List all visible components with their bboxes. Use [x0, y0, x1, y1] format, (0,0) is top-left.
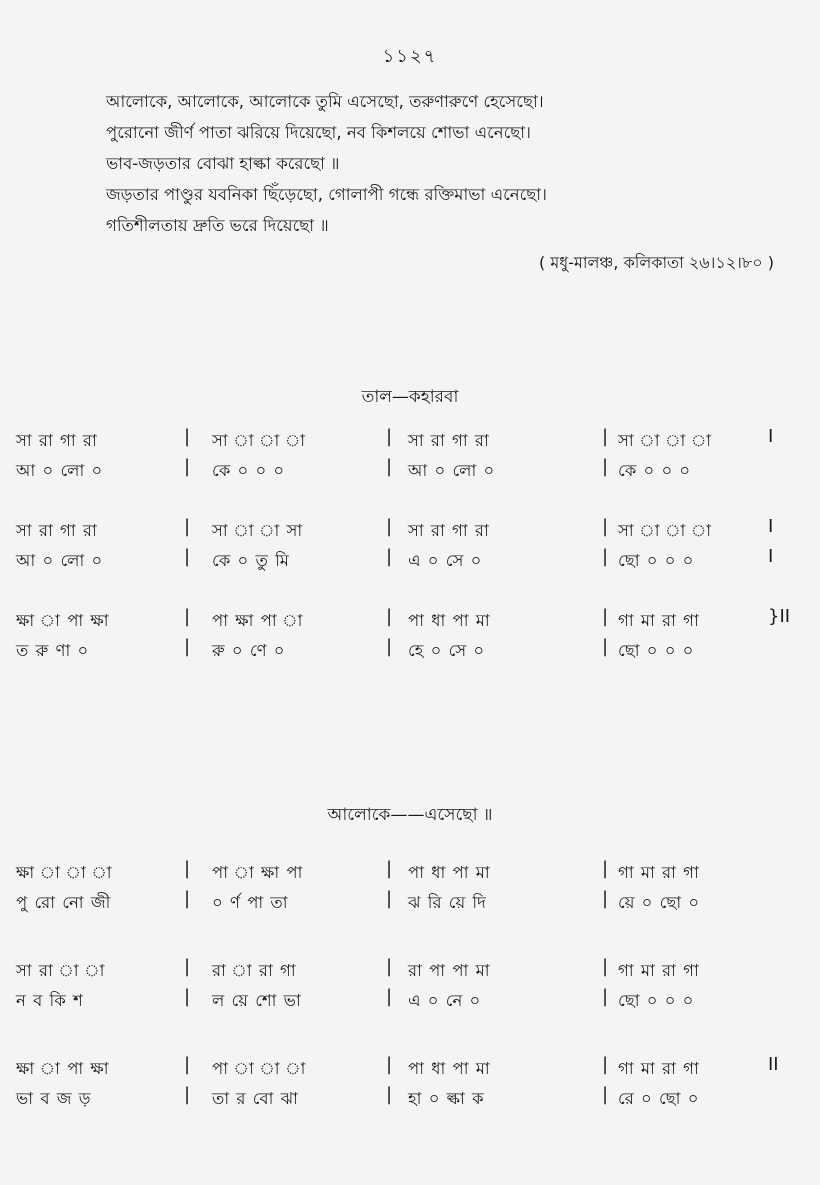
bar-line: |	[602, 456, 609, 477]
notation-cell: গা মা রা গা	[618, 961, 700, 980]
notation-cell: ছো ০ ০ ০	[618, 991, 695, 1010]
bar-line: |	[602, 986, 609, 1007]
notation-cell: আ ০ লো ০	[16, 551, 104, 570]
notation-cell: সা রা া া	[16, 961, 106, 980]
notation-cell: ০ র্ণ পা তা	[212, 893, 289, 912]
poem-line: জড়তার পাণ্ডুর যবনিকা ছিঁড়েছো, গোলাপী গন্ধে রক্তিমাভা এনেছো।	[106, 185, 547, 204]
notation-cell: এ ০ নে ০	[408, 991, 482, 1010]
bar-line: |	[184, 546, 191, 567]
bar-line: |	[386, 456, 393, 477]
notation-cell: পা ধা পা মা	[408, 1059, 491, 1078]
notation-cell: ঝ রি য়ে দি	[408, 893, 487, 912]
bar-line: |	[602, 888, 609, 909]
bar-line: |	[184, 516, 191, 537]
poem-line: আলোকে, আলোকে, আলোকে তুমি এসেছো, তরুণারুণে হেসেছো।	[106, 92, 544, 111]
end-marker: I	[768, 546, 774, 567]
bar-line: |	[184, 456, 191, 477]
notation-cell: ক্ষা া া া	[16, 863, 113, 882]
notation-cell: পু রো নো জী	[16, 893, 112, 912]
notation-cell: রা া রা গা	[212, 961, 297, 980]
bar-line: |	[602, 636, 609, 657]
bar-line: |	[602, 606, 609, 627]
notation-lyric-row	[16, 984, 806, 1014]
notation-cell: রু ০ ণে ০	[212, 641, 286, 660]
poem-line: ভাব-জড়তার বোঝা হাল্কা করেছো ॥	[106, 154, 340, 173]
bar-line: |	[386, 606, 393, 627]
notation-swara-row	[16, 514, 806, 544]
bar-line: |	[386, 1054, 393, 1075]
notation-cell: কে ০ ০ ০	[618, 461, 692, 480]
bar-line: |	[184, 636, 191, 657]
notation-cell: আ ০ লো ০	[16, 461, 104, 480]
bar-line: |	[184, 1084, 191, 1105]
bar-line: |	[386, 1084, 393, 1105]
end-marker: I	[768, 516, 774, 537]
notation-cell: সা রা গা রা	[16, 431, 98, 450]
notation-cell: সা া া া	[618, 521, 713, 540]
notation-cell: পা া া া	[212, 1059, 307, 1078]
bar-line: |	[386, 888, 393, 909]
notation-cell: কে ০ ০ ০	[212, 461, 286, 480]
source-citation: ( মধু-মালঞ্চ, কলিকাতা ২৬।১২।৮০ )	[539, 253, 774, 272]
page-number: ১১২৭	[382, 46, 438, 67]
tala-heading: তাল—কহারবা	[361, 387, 459, 407]
bar-line: |	[602, 546, 609, 567]
notation-swara-row	[16, 604, 806, 634]
notation-cell: সা া া া	[212, 431, 307, 450]
bar-line: |	[386, 516, 393, 537]
notation-cell: গা মা রা গা	[618, 1059, 700, 1078]
bar-line: |	[184, 426, 191, 447]
notation-swara-row	[16, 1052, 806, 1082]
notation-cell: আ ০ লো ০	[408, 461, 496, 480]
notation-swara-row	[16, 424, 806, 454]
end-marker: }II	[768, 606, 791, 627]
notation-cell: এ ০ সে ০	[408, 551, 483, 570]
notation-cell: সা রা গা রা	[16, 521, 98, 540]
notation-cell: সা া া া	[618, 431, 713, 450]
notation-cell: হা ০ ল্কা ক	[408, 1089, 485, 1108]
notation-section-2	[16, 856, 806, 1112]
bar-line: |	[386, 426, 393, 447]
bar-line: |	[602, 1054, 609, 1075]
bar-line: |	[184, 986, 191, 1007]
bar-line: |	[184, 606, 191, 627]
notation-cell: ছো ০ ০ ০	[618, 551, 695, 570]
bar-line: |	[184, 858, 191, 879]
bar-line: |	[184, 888, 191, 909]
bar-line: |	[386, 956, 393, 977]
bar-line: |	[184, 1054, 191, 1075]
notation-cell: সা রা গা রা	[408, 521, 490, 540]
bar-line: |	[386, 858, 393, 879]
notation-cell: য়ে ০ ছো ০	[618, 893, 701, 912]
poem-line: গতিশীলতায় দ্রুতি ভরে দিয়েছো ॥	[106, 216, 329, 235]
notation-cell: ক্ষা া পা ক্ষা	[16, 611, 110, 630]
bar-line: |	[602, 516, 609, 537]
notation-cell: পা া ক্ষা পা	[212, 863, 304, 882]
notation-cell: পা ধা পা মা	[408, 863, 491, 882]
notation-cell: হে ০ সে ০	[408, 641, 486, 660]
poem-line: পুরোনো জীর্ণ পাতা ঝরিয়ে দিয়েছো, নব কিশলয়ে শোভা এনেছো।	[106, 123, 531, 142]
bar-line: |	[602, 858, 609, 879]
notation-lyric-row	[16, 544, 806, 574]
notation-cell: পা ধা পা মা	[408, 611, 491, 630]
refrain-heading: আলোকে——এসেছো ॥	[327, 805, 493, 825]
notation-lyric-row	[16, 886, 806, 916]
notation-cell: তা র বো ঝা	[212, 1089, 299, 1108]
notation-lyric-row	[16, 634, 806, 664]
notation-cell: ত রু ণা ০	[16, 641, 90, 660]
bar-line: |	[386, 636, 393, 657]
notation-cell: সা া া সা	[212, 521, 304, 540]
bar-line: |	[602, 1084, 609, 1105]
notation-cell: সা রা গা রা	[408, 431, 490, 450]
notation-swara-row	[16, 954, 806, 984]
notation-cell: ল য়ে শো ভা	[212, 991, 302, 1010]
notation-lyric-row	[16, 454, 806, 484]
bar-line: |	[386, 986, 393, 1007]
notation-cell: ভা ব জ ড়	[16, 1089, 92, 1108]
notation-cell: গা মা রা গা	[618, 611, 700, 630]
notation-section-1	[16, 424, 806, 664]
notation-cell: কে ০ তু মি	[212, 551, 290, 570]
poem-text	[106, 86, 786, 241]
end-marker: II	[768, 1054, 779, 1075]
bar-line: |	[602, 426, 609, 447]
bar-line: |	[184, 956, 191, 977]
notation-swara-row	[16, 856, 806, 886]
notation-cell: ছো ০ ০ ০	[618, 641, 695, 660]
end-marker: I	[768, 426, 774, 447]
notation-cell: ক্ষা া পা ক্ষা	[16, 1059, 110, 1078]
notation-cell: গা মা রা গা	[618, 863, 700, 882]
notation-cell: রা পা পা মা	[408, 961, 491, 980]
notation-cell: পা ক্ষা পা া	[212, 611, 304, 630]
bar-line: |	[386, 546, 393, 567]
notation-lyric-row	[16, 1082, 806, 1112]
bar-line: |	[602, 956, 609, 977]
notation-cell: রে ০ ছো ০	[618, 1089, 700, 1108]
notation-cell: ন ব কি শ	[16, 991, 84, 1010]
